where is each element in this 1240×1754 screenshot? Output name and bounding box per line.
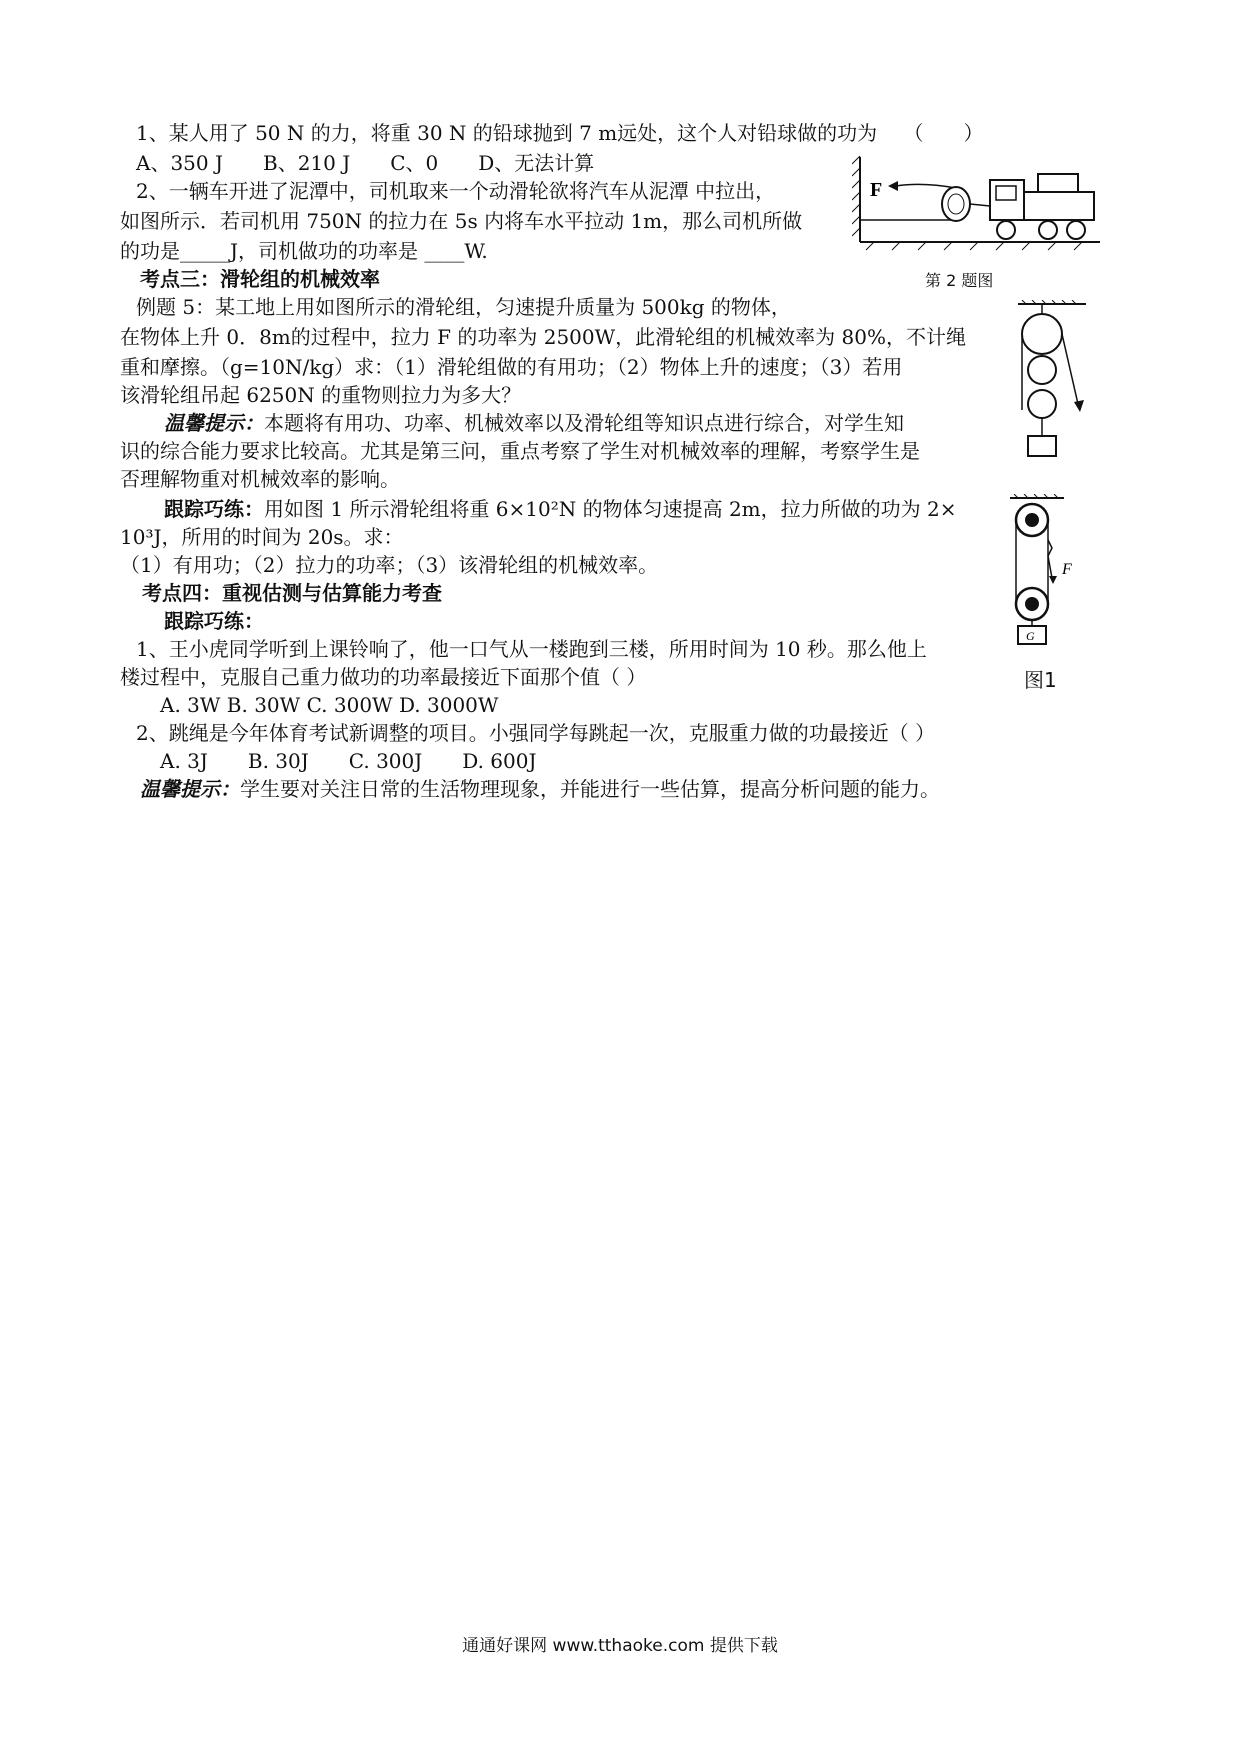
figure1-G-label: G: [1026, 629, 1035, 643]
page-footer: 通通好课网 www.tthaoke.com 提供下载: [462, 1636, 778, 1656]
section4-q2-options: A. 3J B. 30J C. 300J D. 600J: [160, 749, 537, 773]
figure1-caption: 图1: [1024, 668, 1057, 692]
section3-practice-label: 跟踪巧练：: [164, 497, 264, 521]
q1-options: A、350 J B、210 J C、0 D、无法计算: [136, 151, 595, 175]
section3-tip-label: 温馨提示：: [164, 411, 264, 435]
section4-q1-line2: 楼过程中，克服自己重力做功的功率最接近下面那个值（ ）: [120, 665, 647, 689]
section4-practice-label: 跟踪巧练：: [164, 609, 264, 633]
section3-tip-line1: 温馨提示：本题将有用功、功率、机械效率以及滑轮组等知识点进行综合，对学生知: [164, 411, 904, 435]
section4-q2-line1: 2、跳绳是今年体育考试新调整的项目。小强同学每跳起一次，克服重力做的功最接近（ ）: [136, 721, 936, 745]
section3-practice-line2: 10³J，所用的时间为 20s。求：: [120, 525, 404, 549]
figure1-F-label: F: [1062, 561, 1072, 578]
section3-practice-line1: 跟踪巧练：用如图 1 所示滑轮组将重 6×10²N 的物体匀速提高 2m，拉力所做的功为 2×: [164, 497, 957, 521]
figure1-pulley: [1008, 494, 1092, 654]
car-figure-F-label: F: [870, 179, 883, 201]
section4-tip-label: 温馨提示：: [140, 777, 240, 801]
section3-tip-line2: 识的综合能力要求比较高。尤其是第三问，重点考察了学生对机械效率的理解，考察学生是: [120, 439, 920, 463]
section4-q1-line1: 1、王小虎同学听到上课铃响了，他一口气从一楼跑到三楼，所用时间为 10 秒。那么他上: [136, 637, 927, 661]
section3-practice-line3: （1）有用功；（2）拉力的功率；（3）该滑轮组的机械效率。: [120, 553, 659, 577]
pulley-block-figure: [1016, 300, 1088, 470]
section3-heading: 考点三：滑轮组的机械效率: [140, 267, 380, 291]
q2-figure-caption: 第 2 题图: [925, 271, 994, 290]
section4-tip: 温馨提示：学生要对关注日常的生活物理现象，并能进行一些估算，提高分析问题的能力。: [140, 777, 940, 801]
q2-line3: 的功是_____J，司机做功的功率是 ____W.: [120, 239, 488, 263]
q1-text: 1、某人用了 50 N 的力，将重 30 N 的铅球抛到 7 m远处，这个人对铅球做的功为 （ ）: [136, 121, 984, 145]
section4-q1-options: A. 3W B. 30W C. 300W D. 3000W: [160, 693, 499, 717]
section4-heading: 考点四：重视估测与估算能力考查: [142, 581, 442, 605]
car-pulley-figure: [852, 152, 1102, 252]
section3-tip-line3: 否理解物重对机械效率的影响。: [120, 467, 400, 491]
q2-line1: 2、一辆车开进了泥潭中，司机取来一个动滑轮欲将汽车从泥潭 中拉出，: [136, 179, 776, 203]
section3-example-line1: 例题 5：某工地上用如图所示的滑轮组，匀速提升质量为 500kg 的物体，: [136, 295, 791, 319]
section3-example-line4: 该滑轮组吊起 6250N 的重物则拉力为多大？: [120, 383, 522, 407]
section3-example-line3: 重和摩擦。（g=10N/kg）求：（1）滑轮组做的有用功；（2）物体上升的速度；（3）若用: [120, 355, 903, 379]
section3-example-line2: 在物体上升 0．8m的过程中，拉力 F 的功率为 2500W，此滑轮组的机械效率为 80%，不计绳: [120, 325, 966, 349]
q2-line2: 如图所示．若司机用 750N 的拉力在 5s 内将车水平拉动 1m，那么司机所做: [120, 209, 803, 233]
